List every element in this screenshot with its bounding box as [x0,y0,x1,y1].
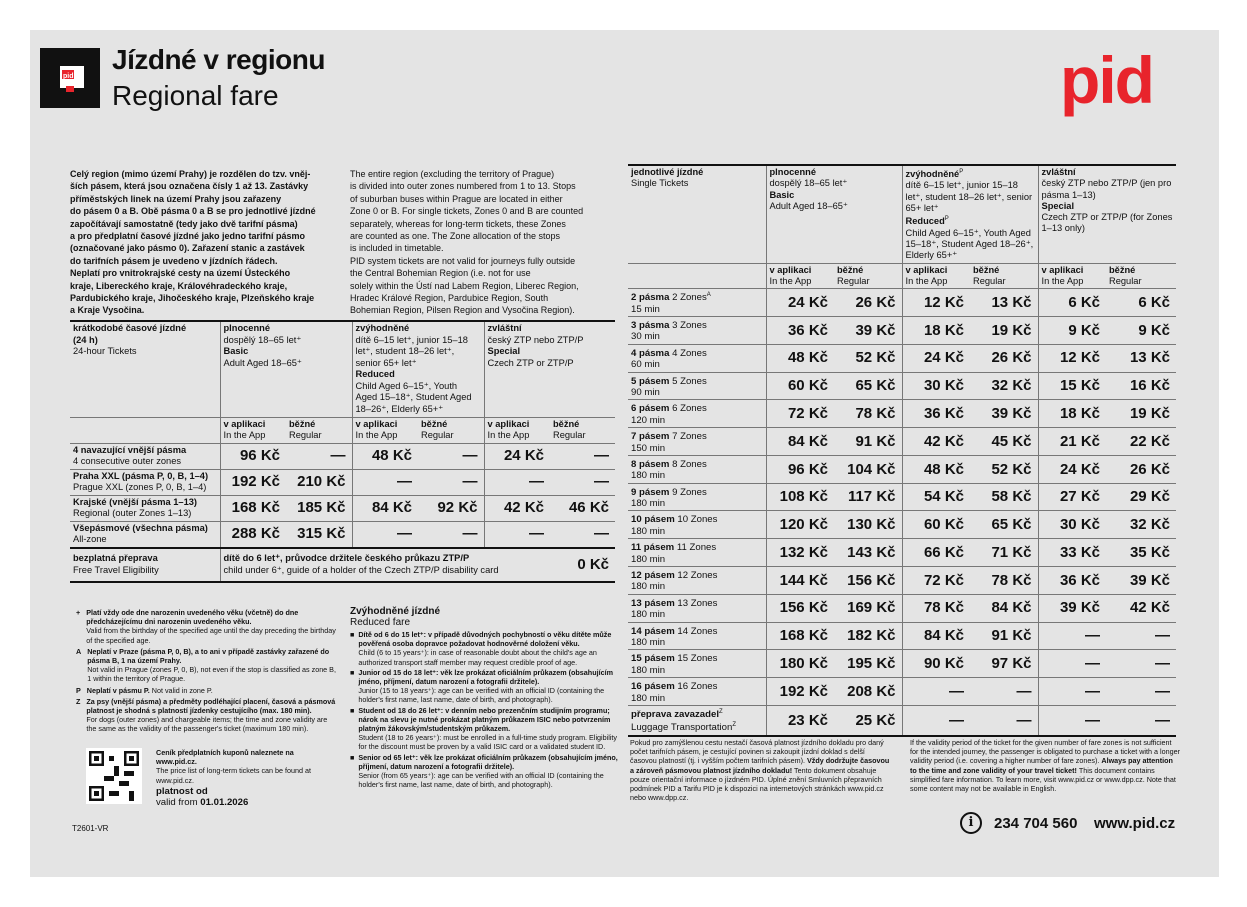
zone-count: 16 pásem 16 Zones 180 min [628,678,766,706]
price-cell: 39 Kč [1106,566,1176,594]
in-app-header: v aplikaci In the App [902,263,970,289]
intro-line: a Kraje Vysočina. [70,305,145,316]
price-cell: 72 Kč [902,566,970,594]
price-cell: 195 Kč [834,650,902,678]
zone-label: Praha XXL (pásma P, 0, B, 1–4) Prague XXL (zones P, 0, B, 1–4) [70,469,220,495]
footnotes: + Platí vždy ode dne narozenin uvedeného věku (včetně) do dne předcházejícímu dni narozenin uvedeného věku. Valid from the birthday of the specified age until the day preceding the birthday of the specified age. A Neplatí v Praze (pásma P, 0, B), a to ani v případě zastávky zařazené do pásma B, 1 na území Prahy. Not valid in Prague (zones P, 0, B), not even if the stop is classified as zone B, 1 within the territory of Prague. P Neplatí v pásmu P. Not valid in zone P. Z Za psy (vnější pásma) a předměty podléhající placení, časová a pásmová platnost je shodná s platností jízdenky cestujícího (max. 180 min). For dogs (outer zones) and chargeable items; the time and zone validity are the same as the validity of the passenger's ticket (maximum 180 min). [76,608,336,734]
price-cell: — [1106,705,1176,735]
table-row [70,495,615,521]
price-cell: 210 Kč [286,469,352,495]
zone-count: 3 pásma 3 Zones 30 min [628,316,766,344]
bottom-note-cz: Pokud pro zamýšlenou cestu nestačí časová platnost jízdního dokladu pro daný počet tarifních pásem, je cestující povinen si zakoupit jízdní doklad s delší časovou platností (tj. i vyšším počtem tarifních pásem). Vždy dodržujte časovou a zároveň pásmovou platnost jízdního dokladu! Tento dokument obsahuje pouze orientační informace o jízdném PID. Úplné znění Smluvních přepravních podmínek PID a Tarifu PID je k dispozici na internetových stránkách www.pid.cz nebo www.dpp.cz. [630,738,890,803]
zone-label: 4 navazující vnější pásma 4 consecutive outer zones [70,443,220,469]
short-term-title: krátkodobé časové jízdné (24 h) 24-hour Tickets [70,321,220,417]
price-cell: 32 Kč [1106,511,1176,539]
list-item: ■ Dítě od 6 do 15 let⁺: v případě důvodných pochybností o věku dítěte může pověřená osoba dopravce požadovat hodnověrné doložení věku. Child (6 to 15 years⁺): in case of reasonable doubt about the child's age an authorized transport staff member may request credible proof of age. [350,630,612,667]
intro-line: Pardubického kraje, Jihočeského kraje, Plzeňského kraje [70,293,315,304]
intro-line: The entire region (excluding the territory of Prague) [350,169,555,179]
zone-count: 15 pásem 15 Zones 180 min [628,650,766,678]
price-cell: 21 Kč [1038,428,1106,456]
price-cell: 24 Kč [766,289,834,317]
price-cell: — [970,705,1038,735]
zone-count: 4 pásma 4 Zones 60 min [628,344,766,372]
price-cell: 90 Kč [902,650,970,678]
table-row [628,594,1176,622]
intro-line: a pro předplatní časové jízdné jako jedno tarifní pásmo [70,231,306,242]
ticket-logo-icon [40,48,100,108]
free-desc: dítě do 6 let⁺, průvodce držitele českého průkazu ZTP/P child under 6⁺, guide of a holder of the Czech ZTP/P disability card [220,548,550,582]
price-cell: 42 Kč [1106,594,1176,622]
price-cell: 84 Kč [352,495,418,521]
price-cell: 45 Kč [970,428,1038,456]
table-row [628,344,1176,372]
special-fare-header: zvláštní český ZTP nebo ZTP/P Special Czech ZTP or ZTP/P [484,321,615,417]
price-cell: 84 Kč [970,594,1038,622]
price-cell: — [418,469,484,495]
intro-line: is divided into outer zones numbered from 1 to 13. Stops [350,181,576,192]
intro-line: are counted as one. The Zone allocation of the stops [350,231,560,242]
price-cell: 117 Kč [834,483,902,511]
website-link[interactable]: www.pid.cz [1094,815,1176,832]
price-cell: — [1106,622,1176,650]
intro-czech [70,168,340,317]
price-cell: 72 Kč [766,400,834,428]
table-row [628,650,1176,678]
price-cell: — [1106,678,1176,706]
zone-count: 9 pásem 9 Zones 180 min [628,483,766,511]
table-row [628,622,1176,650]
price-cell: 66 Kč [902,539,970,567]
price-cell: 6 Kč [1038,289,1106,317]
price-cell: 48 Kč [352,443,418,469]
price-cell: 96 Kč [766,455,834,483]
price-cell: — [1038,650,1106,678]
validity: platnost od valid from 01.01.2026 [156,786,249,808]
price-cell: 18 Kč [902,316,970,344]
full-fare-header: plnocenné dospělý 18–65 let⁺ Basic Adult Aged 18–65⁺ [220,321,352,417]
price-cell: 42 Kč [902,428,970,456]
luggage-label: přeprava zavazadel$^Z$ Luggage Transportation$^Z$ [628,705,766,735]
price-cell: 168 Kč [766,622,834,650]
price-cell: 208 Kč [834,678,902,706]
price-cell: 96 Kč [220,443,286,469]
price-cell: 29 Kč [1106,483,1176,511]
reduced-fare-notes: Zvýhodněné jízdné Reduced fare ■ Dítě od 6 do 15 let⁺: v případě důvodných pochybností o věku dítěte může pověřená osoba dopravce požadovat hodnověrné doložení věku. Child (6 to 15 years⁺): in case of reasonable doubt about the child's age an authorized transport staff member may request credible proof of age. ■ Junior od 15 do 18 let⁺: věk lze prokázat oficiálním průkazem (obsahujícím jméno, příjmení, datum narození a fotografii držitele). Junior (15 to 18 years⁺): age can be verified with an official ID (containing the holder's first name, last name, date of birth, and photograph). ■ Student od 18 do 26 let⁺: v denním nebo prezenčním studijním programu; nárok na slevu je nutné prokázat platným průkazem ISIC nebo potvrzením platným žákovským/studentským průkazem. Student (18 to 26 years⁺): must be enrolled in a full-time study program. Eligibility for the discount must be proven by a valid ISIC card or a validated student ID. ■ Senior od 65 let⁺: věk lze prokázat oficiálním průkazem (obsahujícím jméno, příjmení, datum narození a fotografii držitele). Senior (from 65 years⁺): age can be verified with an official ID (containing the holder's first name, last name, date of birth, and photograph). [350,606,618,790]
price-cell: 60 Kč [766,372,834,400]
intro-line: (označované jako pásmo 0). Zařazení stanic a zastávek [70,243,305,254]
price-cell: 192 Kč [766,678,834,706]
price-cell: 288 Kč [220,521,286,548]
price-cell: — [1038,622,1106,650]
regular-header: běžné Regular [418,417,484,443]
price-cell: 30 Kč [1038,511,1106,539]
price-cell: 26 Kč [1106,455,1176,483]
in-app-header: v aplikaci In the App [1038,263,1106,289]
intro-line: Bohemian Region, Pilsen Region and Vysočina Region). [350,305,575,316]
price-cell: 46 Kč [550,495,615,521]
zone-count: 2 pásma 2 Zones$^A$ 15 min [628,289,766,317]
sub-empty [70,417,220,443]
price-cell: 36 Kč [902,400,970,428]
price-cell: 84 Kč [902,622,970,650]
price-cell: 26 Kč [970,344,1038,372]
table-row [628,483,1176,511]
price-cell: — [550,443,615,469]
price-cell: — [970,678,1038,706]
price-cell: 26 Kč [834,289,902,317]
regular-header: běžné Regular [286,417,352,443]
intro-line: solely within the Ústí nad Labem Region, Liberec Region, [350,280,579,291]
single-full-header: plnocenné dospělý 18–65 let⁺ Basic Adult Aged 18–65⁺ [766,165,902,263]
price-cell: 104 Kč [834,455,902,483]
price-cell: — [352,469,418,495]
regular-header: běžné Regular [1106,263,1176,289]
intro-line: ších pásem, která jsou označena čísly 1 až 13. Zastávky [70,181,309,192]
intro-line: the Central Bohemian Region (i.e. not for use [350,268,531,279]
price-cell: 25 Kč [834,705,902,735]
price-cell: 58 Kč [970,483,1038,511]
price-cell: 52 Kč [834,344,902,372]
price-cell: — [1106,650,1176,678]
table-row [628,316,1176,344]
zone-label: Všepásmové (všechna pásma) All-zone [70,521,220,548]
price-cell: — [484,469,550,495]
price-cell: 130 Kč [834,511,902,539]
intro-line: Neplatí pro vnitrokrajské cesty na území Ústeckého [70,268,291,279]
bottom-note-en: If the validity period of the ticket for the given number of fare zones is not sufficient for the intended journey, the passenger is obligated to purchase a ticket with a longer validity period (i.e. covering a higher number of fare zones). Always pay attention to the time and zone validity of your travel ticket! This document contains simplified fare information. To learn more, visit www.pid.cz or www.dpp.cz. Note that some content may not be available in English. [910,738,1180,794]
price-cell: 78 Kč [834,400,902,428]
price-cell: 30 Kč [902,372,970,400]
price-cell: 144 Kč [766,566,834,594]
table-row [628,400,1176,428]
pid-brand-logo: pid [1060,43,1153,117]
price-cell: 48 Kč [902,455,970,483]
price-cell: 315 Kč [286,521,352,548]
price-cell: 36 Kč [1038,566,1106,594]
price-cell: — [1038,678,1106,706]
intro-english [350,168,615,317]
price-cell: 156 Kč [834,566,902,594]
price-cell: 54 Kč [902,483,970,511]
zone-count: 13 pásem 13 Zones 180 min [628,594,766,622]
price-cell: 65 Kč [970,511,1038,539]
price-cell: 168 Kč [220,495,286,521]
price-cell: 13 Kč [970,289,1038,317]
price-cell: 132 Kč [766,539,834,567]
table-row [628,455,1176,483]
luggage-row [628,705,1176,735]
price-cell: — [418,521,484,548]
table-row [70,443,615,469]
price-cell: 22 Kč [1106,428,1176,456]
price-cell: 9 Kč [1038,316,1106,344]
price-cell: 78 Kč [970,566,1038,594]
price-cell: 52 Kč [970,455,1038,483]
single-ticket-table [628,164,1176,737]
table-row [628,372,1176,400]
single-special-header: zvláštní český ZTP nebo ZTP/P (jen pro pásma 1–13) Special Czech ZTP or ZTP/P (for Zones 1–13 only) [1038,165,1176,263]
table-row [628,678,1176,706]
reduced-fare-header: zvýhodněné dítě 6–15 let⁺, junior 15–18 let⁺, student 18–26 let⁺, senior 65+ let⁺ Reduced Child Aged 6–15⁺, Youth Aged 15–18⁺, Student Aged 18–26⁺, Elderly 65+⁺ [352,321,484,417]
price-cell: — [550,521,615,548]
table-row [628,511,1176,539]
qr-code-icon[interactable] [86,748,142,804]
price-cell: 39 Kč [1038,594,1106,622]
table-row [70,521,615,548]
price-cell: 39 Kč [970,400,1038,428]
zone-count: 8 pásem 8 Zones 180 min [628,455,766,483]
price-cell: 71 Kč [970,539,1038,567]
price-cell: 91 Kč [834,428,902,456]
price-cell: — [1038,705,1106,735]
price-cell: 84 Kč [766,428,834,456]
short-term-table [70,320,615,583]
info-icon: i [960,812,982,834]
document-code: T2601-VR [72,824,109,833]
price-cell: 32 Kč [970,372,1038,400]
price-cell: 120 Kč [766,511,834,539]
price-cell: 156 Kč [766,594,834,622]
price-cell: 143 Kč [834,539,902,567]
zone-count: 11 pásem 11 Zones 180 min [628,539,766,567]
in-app-header: v aplikaci In the App [484,417,550,443]
price-cell: 97 Kč [970,650,1038,678]
price-cell: 12 Kč [1038,344,1106,372]
price-cell: 78 Kč [902,594,970,622]
price-cell: 42 Kč [484,495,550,521]
free-travel-row [70,548,615,582]
intro-line: započítávají samostatně (tedy jako dvě tarifní pásma) [70,218,298,229]
intro-line: is included in timetable. [350,243,444,254]
price-cell: 13 Kč [1106,344,1176,372]
zone-count: 7 pásem 7 Zones 150 min [628,428,766,456]
price-cell: 192 Kč [220,469,286,495]
intro-line: PID system tickets are not valid for journeys fully outside [350,255,576,266]
price-cell: 6 Kč [1106,289,1176,317]
price-cell: 91 Kč [970,622,1038,650]
price-cell: 92 Kč [418,495,484,521]
intro-line: příměstských linek na území Prahy jsou zařazeny [70,193,282,204]
price-cell: 12 Kč [902,289,970,317]
price-cell: — [352,521,418,548]
table-row [628,289,1176,317]
price-cell: 60 Kč [902,511,970,539]
price-cell: 35 Kč [1106,539,1176,567]
regular-header: běžné Regular [834,263,902,289]
price-cell: 180 Kč [766,650,834,678]
regular-header: běžné Regular [550,417,615,443]
intro-line: do tarifních pásem je uvedeno v jízdních řádech. [70,255,278,266]
price-cell: — [418,443,484,469]
qr-caption: Ceník předplatních kuponů naleznete na www.pid.cz. The price list of long-term tickets can be found at www.pid.cz. [156,748,312,785]
page-title: Jízdné v regionu [112,44,325,75]
list-item: ■ Student od 18 do 26 let⁺: v denním nebo prezenčním studijním programu; nárok na slevu je nutné prokázat platným průkazem ISIC nebo potvrzením platným žákovským/studentským průkazem. Student (18 to 26 years⁺): must be enrolled in a full-time study program. Eligibility for the discount must be proven by a valid ISIC card or a validated student ID. [350,705,618,752]
intro-line: of suburban buses within Prague are located in either [350,193,563,204]
free-label: bezplatná přeprava Free Travel Eligibility [70,548,220,582]
page-subtitle: Regional fare [112,80,279,111]
table-row [70,469,615,495]
price-cell: — [484,521,550,548]
regular-header: běžné Regular [970,263,1038,289]
price-cell: 39 Kč [834,316,902,344]
price-cell: 18 Kč [1038,400,1106,428]
intro-line: separately, whereas for long-term tickets, these Zones [350,218,566,229]
free-price: 0 Kč [550,548,615,582]
intro-line: Zone 0 or B. For single tickets, Zones 0 and B are counted [350,206,584,217]
zone-count: 14 pásem 14 Zones 180 min [628,622,766,650]
price-cell: 182 Kč [834,622,902,650]
zone-count: 6 pásem 6 Zones 120 min [628,400,766,428]
in-app-header: v aplikaci In the App [766,263,834,289]
phone-number[interactable]: 234 704 560 [994,815,1078,832]
price-cell: 9 Kč [1106,316,1176,344]
zone-count: 10 pásem 10 Zones 180 min [628,511,766,539]
zone-label: Krajské (vnější pásma 1–13) Regional (outer Zones 1–13) [70,495,220,521]
price-cell: 24 Kč [1038,455,1106,483]
price-cell: 15 Kč [1038,372,1106,400]
single-reduced-header: zvýhodněné$^P$ dítě 6–15 let⁺, junior 15–18 let⁺, student 18–26 let⁺, senior 65+ let⁺ Reduced$^P$ Child Aged 6–15⁺, Youth Aged 15–18⁺, Student Aged 18–26⁺, Elderly 65+⁺ [902,165,1038,263]
list-item: ■ Junior od 15 do 18 let⁺: věk lze prokázat oficiálním průkazem (obsahujícím jméno, příjmení, datum narození a fotografii držitele). Junior (15 to 18 years⁺): age can be verified with an official ID (containing the holder's first name, last name, date of birth, and photograph). [350,667,613,705]
price-cell: 27 Kč [1038,483,1106,511]
price-cell: — [550,469,615,495]
price-cell: — [286,443,352,469]
price-cell: 16 Kč [1106,372,1176,400]
zone-count: 12 pásem 12 Zones 180 min [628,566,766,594]
price-cell: — [902,705,970,735]
price-cell: 19 Kč [970,316,1038,344]
price-cell: 24 Kč [484,443,550,469]
intro-line: do pásem 0 a B. Obě pásma 0 a B se pro jednotlivé jízdné [70,206,316,217]
price-cell: 108 Kč [766,483,834,511]
price-cell: 169 Kč [834,594,902,622]
price-cell: 36 Kč [766,316,834,344]
price-cell: 24 Kč [902,344,970,372]
svg-text:pid: pid [63,73,74,80]
zone-count: 5 pásem 5 Zones 90 min [628,372,766,400]
in-app-header: v aplikaci In the App [352,417,418,443]
list-item: ■ Senior od 65 let⁺: věk lze prokázat oficiálním průkazem (obsahujícím jméno, příjmení, datum narození a fotografii držitele). Senior (from 65 years⁺): age can be verified with an official ID (containing the holder's first name, last name, date of birth, and photograph). [350,752,618,790]
sub-empty [628,263,766,289]
price-cell: 23 Kč [766,705,834,735]
in-app-header: v aplikaci In the App [220,417,286,443]
table-row [628,428,1176,456]
price-cell: 19 Kč [1106,400,1176,428]
price-cell: 48 Kč [766,344,834,372]
price-cell: — [902,678,970,706]
price-cell: 65 Kč [834,372,902,400]
intro-line: Hradec Králové Region, Pardubice Region, South [350,293,549,304]
price-cell: 33 Kč [1038,539,1106,567]
table-row [628,566,1176,594]
single-title: jednotlivé jízdné Single Tickets [628,165,766,263]
table-row [628,539,1176,567]
intro-line: kraje, Libereckého kraje, Královéhradeckého kraje, [70,280,288,291]
intro-line: Celý region (mimo území Prahy) je rozdělen do tzv. vněj- [70,169,311,179]
price-cell: 185 Kč [286,495,352,521]
